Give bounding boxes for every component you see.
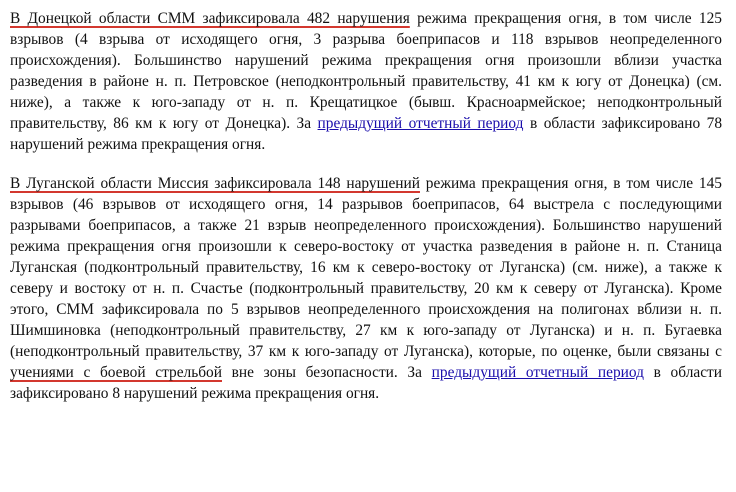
- donetsk-text-end: в области зафиксировано 78 нарушений режима прекращения огня.: [10, 115, 723, 153]
- luhansk-text-mid: вне зоны безопасности. За: [222, 364, 432, 381]
- luhansk-text-end: в области зафиксировано 8 нарушений режима прекращения огня.: [10, 364, 723, 402]
- paragraph-donetsk: [10, 8, 722, 155]
- luhansk-highlight: В Луганской области Миссия зафиксировала 148 нарушений: [10, 175, 420, 192]
- live-fire-highlight: учениями с боевой стрельбой: [10, 364, 222, 381]
- donetsk-previous-period-link[interactable]: предыдущий отчетный период: [317, 115, 524, 132]
- luhansk-previous-period-link[interactable]: предыдущий отчетный период: [431, 364, 644, 381]
- paragraph-luhansk: [10, 173, 722, 404]
- donetsk-highlight: В Донецкой области СММ зафиксировала 482 нарушения: [10, 10, 410, 27]
- luhansk-text: режима прекращения огня, в том числе 145 взрывов (46 взрывов от исходящего огня, 14 разрывов боеприпасов, 64 выстрела с последующими разрывами боеприпасов, а также 21 взрыв неопределенного происхождения). Большинство нарушений режима прекращения огня произошли к северо-востоку от участка разведения в районе н. п. Станица Луганская (подконтрольный правительству, 16 км к северо-востоку от Луганска) (см. ниже), а также к северу и востоку от н. п. Счастье (подконтрольный правительству, 20 км к северу от Луганска). Кроме этого, СММ зафиксировала по 5 взрывов неопределенного происхождения на полигонах вблизи н. п. Шимшиновка (неподконтрольный правительству, 27 км к юго-западу от Луганска) и н. п. Бугаевка (неподконтрольный правительству, 37 км к юго-западу от Луганска), которые, по оценке, были связаны с: [10, 175, 722, 360]
- donetsk-text: режима прекращения огня, в том числе 125 взрывов (4 взрыва от исходящего огня, 3 разрыва боеприпасов и 118 взрывов неопределенного происхождения). Большинство нарушений режима прекращения огня произошли вблизи участка разведения в районе н. п. Петровское (неподконтрольный правительству, 41 км к югу от Донецка) (см. ниже), а также к юго-западу от н. п. Крещатицкое (бывш. Красноармейское; неподконтрольный правительству, 86 км к югу от Донецка). За: [10, 10, 722, 132]
